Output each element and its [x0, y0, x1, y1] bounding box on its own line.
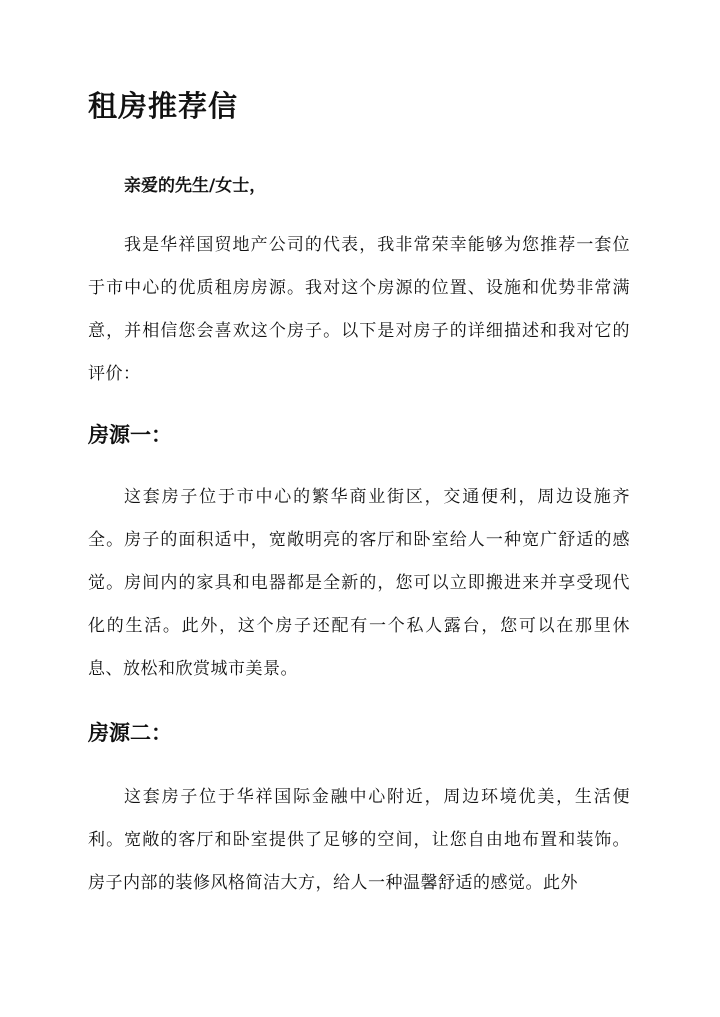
document-title: 租房推荐信 — [88, 89, 239, 123]
section-heading-listing-two: 房源二： — [88, 720, 172, 745]
section-heading-listing-one: 房源一： — [88, 422, 172, 447]
section-body-listing-one: 这套房子位于市中心的繁华商业街区，交通便利，周边设施齐全。房子的面积适中，宽敞明亮的客厅和卧室给人一种宽广舒适的感觉。房间内的家具和电器都是全新的，您可以立即搬进来并享受现代化的生活。此外，这个房子还配有一个私人露台，您可以在那里休息、放松和欣赏城市美景。 — [88, 487, 630, 679]
intro-paragraph: 我是华祥国贸地产公司的代表，我非常荣幸能够为您推荐一套位于市中心的优质租房房源。我对这个房源的位置、设施和优势非常满意，并相信您会喜欢这个房子。以下是对房子的详细描述和我对它的评价： — [88, 235, 630, 384]
section-body-listing-two: 这套房子位于华祥国际金融中心附近，周边环境优美，生活便利。宽敞的客厅和卧室提供了足够的空间，让您自由地布置和装饰。房子内部的装修风格简洁大方，给人一种温馨舒适的感觉。此外 — [88, 787, 630, 893]
salutation: 亲爱的先生/女士， — [124, 176, 267, 196]
